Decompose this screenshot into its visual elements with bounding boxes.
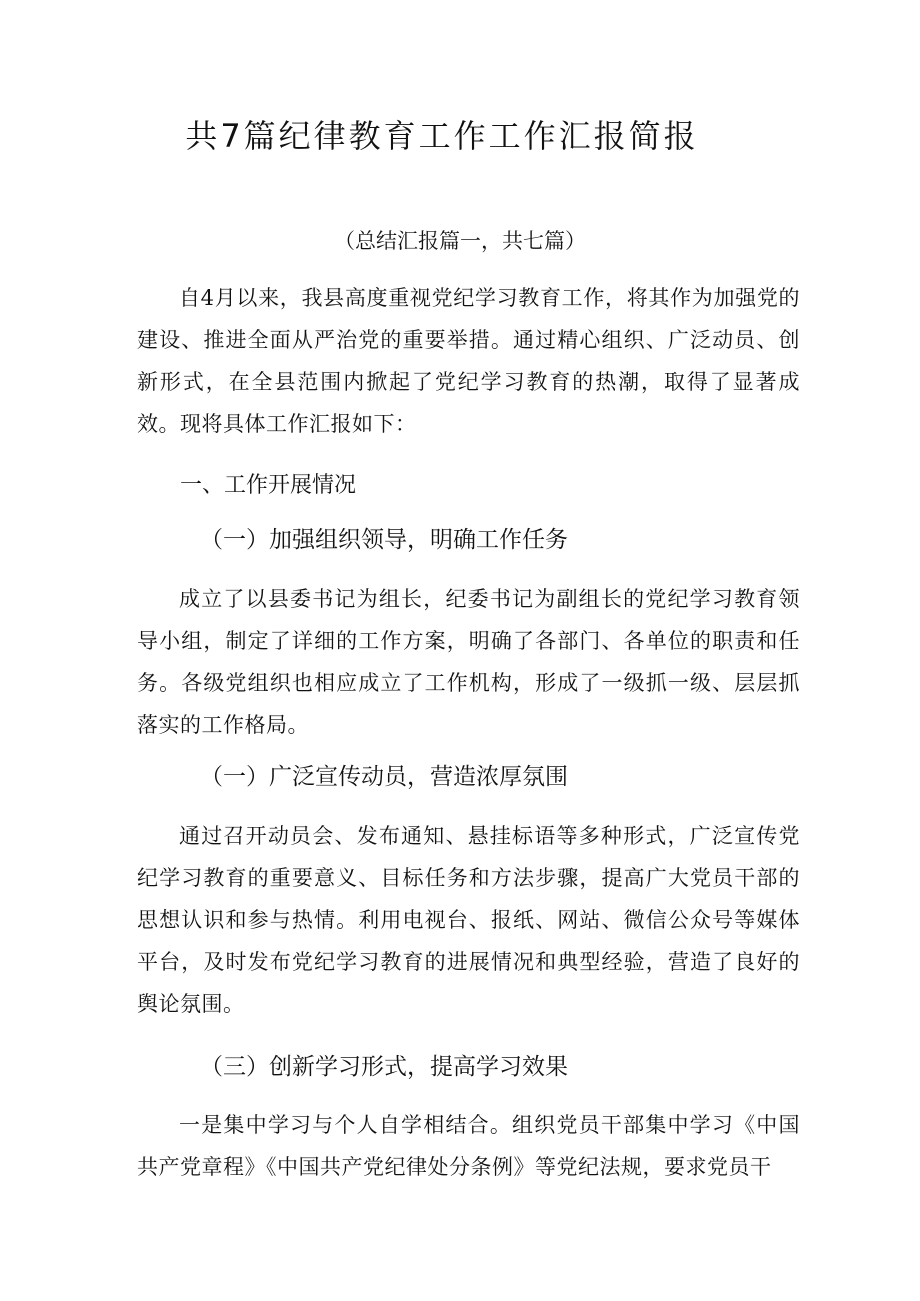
subsection-heading-2: （一）广泛宣传动员，营造浓厚氛围 bbox=[200, 764, 568, 790]
subsection-body-2: 通过召开动员会、发布通知、悬挂标语等多种形式，广泛宣传党纪学习教育的重要意义、目标任务和方法步骤，提高广大党员干部的思想认识和参与热情。利用电视台、报纸、网站、微信公众号等媒体平台，及时发布党纪学习教育的进展情况和典型经验，营造了良好的舆论氛围。 bbox=[137, 824, 800, 1016]
intro-paragraph: 自4月以来，我县高度重视党纪学习教育工作，将其作为加强党的建设、推进全面从严治党的重要举措。通过精心组织、广泛动员、创新形式，在全县范围内掀起了党纪学习教育的热潮，取得了显著成效。现将具体工作汇报如下： bbox=[137, 286, 800, 436]
subsection-body-3: 一是集中学习与个人自学相结合。组织党员干部集中学习《中国共产党章程》《中国共产党纪律处分条例》等党纪法规，要求党员干 bbox=[137, 1113, 800, 1179]
document-subtitle: （总结汇报篇一，共七篇） bbox=[334, 229, 586, 253]
document-title: 共7篇纪律教育工作工作汇报简报 bbox=[185, 117, 699, 155]
subsection-body-1: 成立了以县委书记为组长，纪委书记为副组长的党纪学习教育领导小组，制定了详细的工作方案，明确了各部门、各单位的职责和任务。各级党组织也相应成立了工作机构，形成了一级抓一级、层层抓落实的工作格局。 bbox=[137, 587, 800, 737]
section-heading-1: 一、工作开展情况 bbox=[180, 473, 357, 498]
subsection-heading-1: （一）加强组织领导，明确工作任务 bbox=[200, 527, 568, 553]
subsection-heading-3: （三）创新学习形式，提高学习效果 bbox=[200, 1054, 568, 1080]
